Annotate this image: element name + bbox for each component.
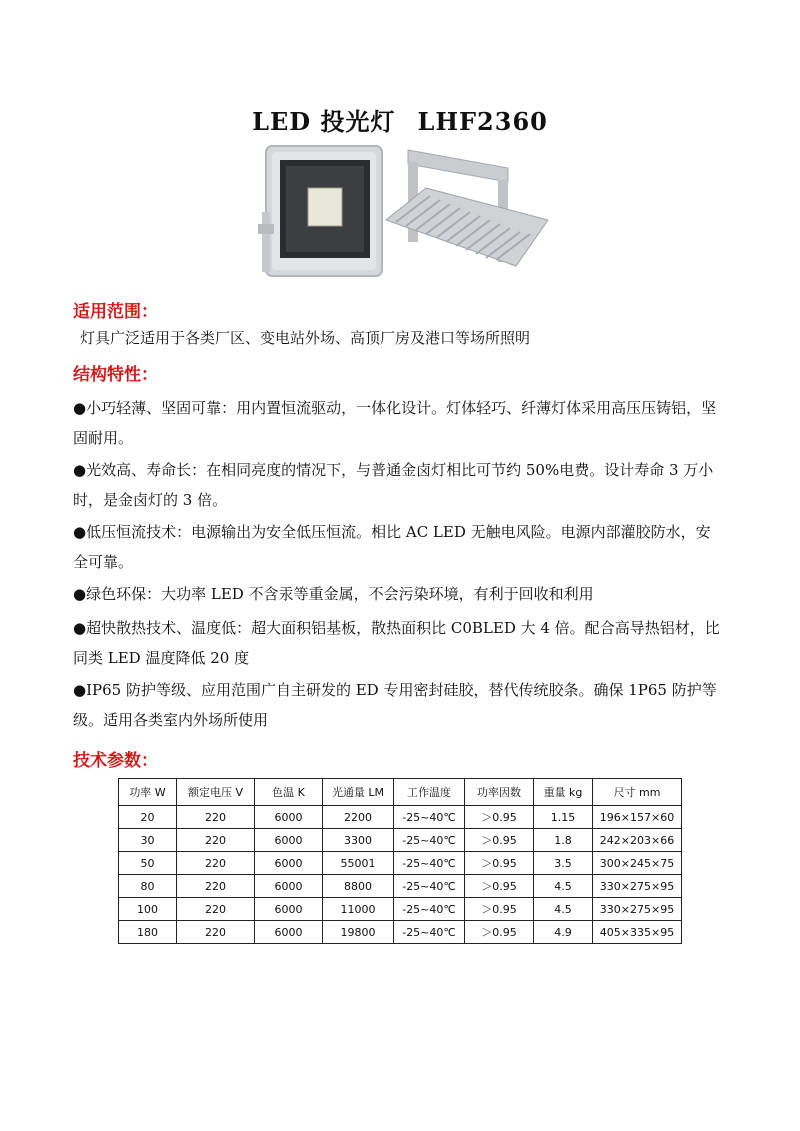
cell-luminous-flux: 8800 <box>323 875 394 898</box>
cell-working-temp: -25~40℃ <box>394 875 465 898</box>
cell-power: 50 <box>119 852 177 875</box>
feature-item: ●超快散热技术、温度低：超大面积铝基板，散热面积比 C0BLED 大 4 倍。配合高导热铝材，比同类 LED 温度降低 20 度 <box>73 619 720 667</box>
features-heading: 结构特性： <box>73 365 158 385</box>
cell-color-temp: 6000 <box>255 852 323 875</box>
cell-weight: 3.5 <box>534 852 593 875</box>
application-heading: 适用范围： <box>73 302 158 322</box>
cell-luminous-flux: 55001 <box>323 852 394 875</box>
product-photos <box>258 140 548 290</box>
cell-working-temp: -25~40℃ <box>394 852 465 875</box>
cell-power-factor: ＞0.95 <box>465 829 534 852</box>
table-row <box>119 806 682 829</box>
table-row <box>119 852 682 875</box>
table-row <box>119 898 682 921</box>
feature-item: ●小巧轻薄、坚固可靠：用内置恒流驱动，一体化设计。灯体轻巧、纤薄灯体采用高压压铸铝，坚固耐用。 <box>73 399 717 447</box>
cell-power-factor: ＞0.95 <box>465 852 534 875</box>
cell-voltage: 220 <box>177 921 255 944</box>
table-row <box>119 875 682 898</box>
feature-item: ●绿色环保：大功率 LED 不含汞等重金属，不会污染环境，有利于回收和利用 <box>73 585 594 603</box>
cell-size: 300×245×75 <box>593 852 682 875</box>
cell-size: 330×275×95 <box>593 875 682 898</box>
cell-power: 180 <box>119 921 177 944</box>
col-color-temp: 色温 K <box>255 779 323 806</box>
cell-size: 330×275×95 <box>593 898 682 921</box>
cell-power: 80 <box>119 875 177 898</box>
cell-color-temp: 6000 <box>255 898 323 921</box>
cell-weight: 4.5 <box>534 898 593 921</box>
cell-size: 242×203×66 <box>593 829 682 852</box>
cell-voltage: 220 <box>177 829 255 852</box>
application-text: 灯具广泛适用于各类厂区、变电站外场、高顶厂房及港口等场所照明 <box>80 329 531 347</box>
cell-luminous-flux: 19800 <box>323 921 394 944</box>
cell-power: 20 <box>119 806 177 829</box>
col-voltage: 额定电压 V <box>177 779 255 806</box>
cell-working-temp: -25~40℃ <box>394 921 465 944</box>
title-product: LED 投光灯 <box>252 107 396 136</box>
cell-weight: 1.15 <box>534 806 593 829</box>
table-row <box>119 829 682 852</box>
feature-item: ●光效高、寿命长：在相同亮度的情况下，与普通金卤灯相比可节约 50%电费。设计寿命 3 万小时，是金卤灯的 3 倍。 <box>73 461 714 509</box>
cell-working-temp: -25~40℃ <box>394 806 465 829</box>
col-weight: 重量 kg <box>534 779 593 806</box>
cell-voltage: 220 <box>177 806 255 829</box>
cell-color-temp: 6000 <box>255 875 323 898</box>
cell-size: 405×335×95 <box>593 921 682 944</box>
cell-power-factor: ＞0.95 <box>465 921 534 944</box>
cell-luminous-flux: 11000 <box>323 898 394 921</box>
cell-voltage: 220 <box>177 898 255 921</box>
spec-header-row <box>119 779 682 806</box>
cell-luminous-flux: 2200 <box>323 806 394 829</box>
col-luminous-flux: 光通量 LM <box>323 779 394 806</box>
title-model: LHF2360 <box>417 107 548 136</box>
cell-weight: 4.9 <box>534 921 593 944</box>
cell-voltage: 220 <box>177 875 255 898</box>
cell-voltage: 220 <box>177 852 255 875</box>
cell-weight: 4.5 <box>534 875 593 898</box>
table-row <box>119 921 682 944</box>
specs-heading: 技术参数： <box>73 751 158 771</box>
cell-color-temp: 6000 <box>255 806 323 829</box>
cell-power-factor: ＞0.95 <box>465 875 534 898</box>
spec-table <box>118 778 682 944</box>
feature-item: ●低压恒流技术：电源输出为安全低压恒流。相比 AC LED 无触电风险。电源内部灌胶防水，安全可靠。 <box>73 523 711 571</box>
cell-power-factor: ＞0.95 <box>465 898 534 921</box>
col-working-temp: 工作温度 <box>394 779 465 806</box>
cell-working-temp: -25~40℃ <box>394 829 465 852</box>
cell-luminous-flux: 3300 <box>323 829 394 852</box>
feature-item: ●IP65 防护等级、应用范围广自主研发的 ED 专用密封硅胶，替代传统胶条。确保 1P65 防护等级。适用各类室内外场所使用 <box>73 681 717 729</box>
col-size: 尺寸 mm <box>593 779 682 806</box>
cell-working-temp: -25~40℃ <box>394 898 465 921</box>
col-power-factor: 功率因数 <box>465 779 534 806</box>
floodlight-front-image <box>258 146 382 276</box>
cell-power-factor: ＞0.95 <box>465 806 534 829</box>
cell-color-temp: 6000 <box>255 829 323 852</box>
cell-power: 30 <box>119 829 177 852</box>
cell-power: 100 <box>119 898 177 921</box>
page-title <box>0 102 800 137</box>
cell-weight: 1.8 <box>534 829 593 852</box>
cell-size: 196×157×60 <box>593 806 682 829</box>
floodlight-back-image <box>386 150 548 266</box>
cell-color-temp: 6000 <box>255 921 323 944</box>
col-power: 功率 W <box>119 779 177 806</box>
